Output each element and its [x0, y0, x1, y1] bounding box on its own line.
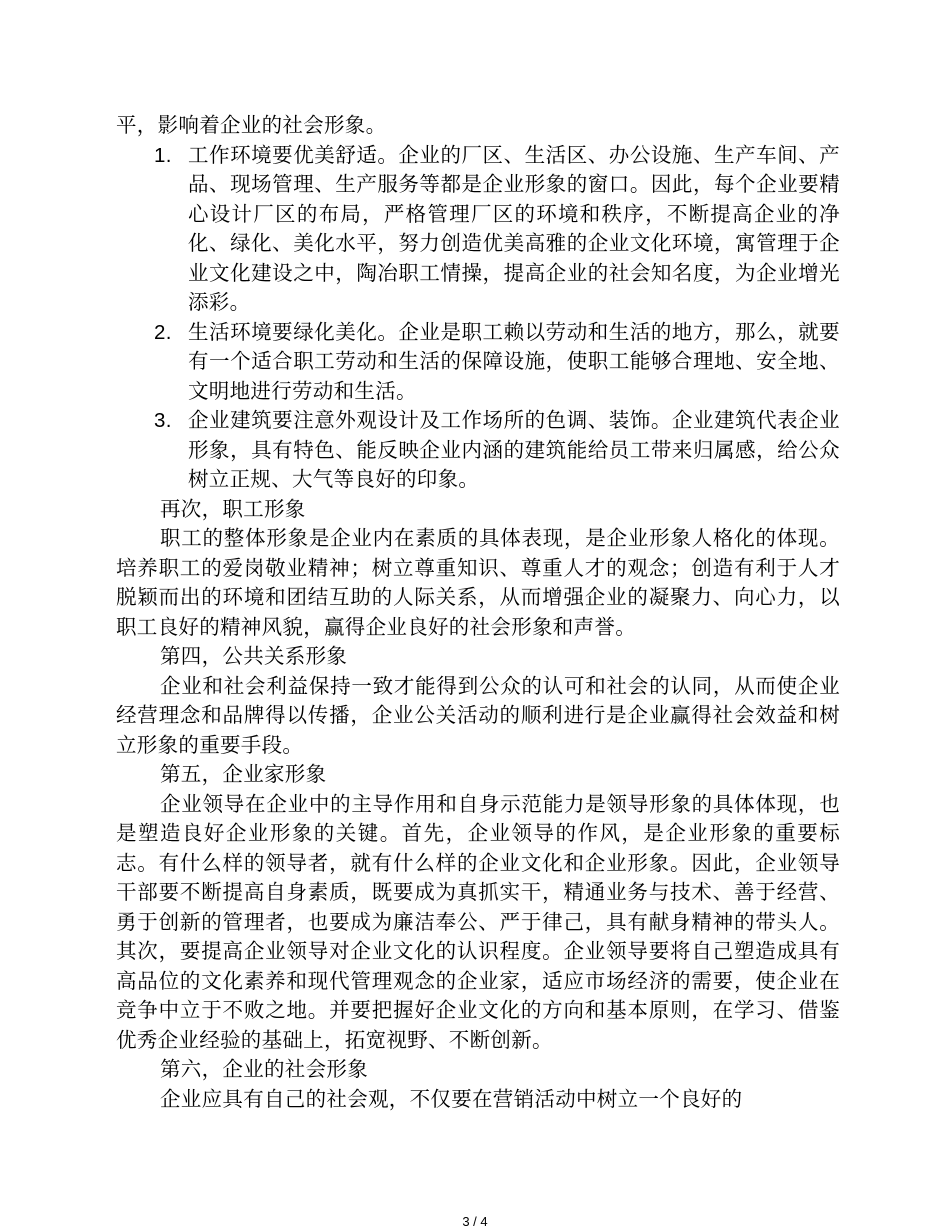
page-number: 3 / 4	[462, 1214, 488, 1229]
numbered-list	[116, 141, 840, 495]
section-heading-staff: 再次，职工形象	[160, 496, 306, 521]
document-body	[116, 111, 840, 1114]
section-heading-public-relations: 第四，公共关系形象	[160, 644, 348, 668]
list-item-text: 生活环境要绿化美化。企业是职工赖以劳动和生活的地方，那么，就要有一个适合职工劳动和生活的保障设施，使职工能够合理地、安全地、文明地进行劳动和生活。	[188, 319, 840, 403]
section-heading-entrepreneur: 第五，企业家形象	[160, 762, 327, 786]
list-item	[116, 318, 840, 407]
section-body-entrepreneur: 企业领导在企业中的主导作用和自身示范能力是领导形象的具体体现，也是塑造良好企业形象的关键。首先，企业领导的作风，是企业形象的重要标志。有什么样的领导者，就有什么样的企业文化和企业形象。因此，企业领导干部要不断提高自身素质，既要成为真抓实干，精通业务与技术、善于经营、勇于创新的管理者，也要成为廉洁奉公、严于律己，具有献身精神的带头人。其次，要提高企业领导对企业文化的认识程度。企业领导要将自己塑造成具有高品位的文化素养和现代管理观念的企业家，适应市场经济的需要，使企业在竞争中立于不败之地。并要把握好企业文化的方向和基本原则，在学习、借鉴优秀企业经验的基础上，拓宽视野、不断创新。	[116, 791, 840, 1052]
section-body-staff: 职工的整体形象是企业内在素质的具体表现，是企业形象人格化的体现。培养职工的爱岗敬业精神；树立尊重知识、尊重人才的观念；创造有利于人才脱颖而出的环境和团结互助的人际关系，从而增强企业的凝聚力、向心力，以职工良好的精神风貌，赢得企业良好的社会形象和声誉。	[116, 526, 840, 639]
section-body-public-relations: 企业和社会利益保持一致才能得到公众的认可和社会的认同，从而使企业经营理念和品牌得以传播，企业公关活动的顺利进行是企业赢得社会效益和树立形象的重要手段。	[116, 673, 840, 757]
lead-line: 平，影响着企业的社会形象。	[116, 113, 387, 137]
list-number: 2.	[154, 320, 172, 344]
section-body-social-image: 企业应具有自己的社会观，不仅要在营销活动中树立一个良好的	[160, 1086, 743, 1111]
list-number: 3.	[154, 409, 172, 432]
list-item	[116, 406, 840, 495]
list-item-text: 企业建筑要注意外观设计及工作场所的色调、装饰。企业建筑代表企业形象，具有特色、能反映企业内涵的建筑能给员工带来归属感，给公众树立正规、大气等良好的印象。	[188, 408, 840, 491]
list-item-text: 工作环境要优美舒适。企业的厂区、生活区、办公设施、生产车间、产品、现场管理、生产服务等都是企业形象的窗口。因此，每个企业要精心设计厂区的布局，严格管理厂区的环境和秩序，不断提高企业的净化、绿化、美化水平，努力创造优美高雅的企业文化环境，寓管理于企业文化建设之中，陶冶职工情操，提高企业的社会知名度，为企业增光添彩。	[188, 142, 840, 314]
section-heading-social-image: 第六，企业的社会形象	[160, 1057, 368, 1081]
list-number: 1.	[154, 143, 172, 167]
list-item	[116, 141, 840, 318]
